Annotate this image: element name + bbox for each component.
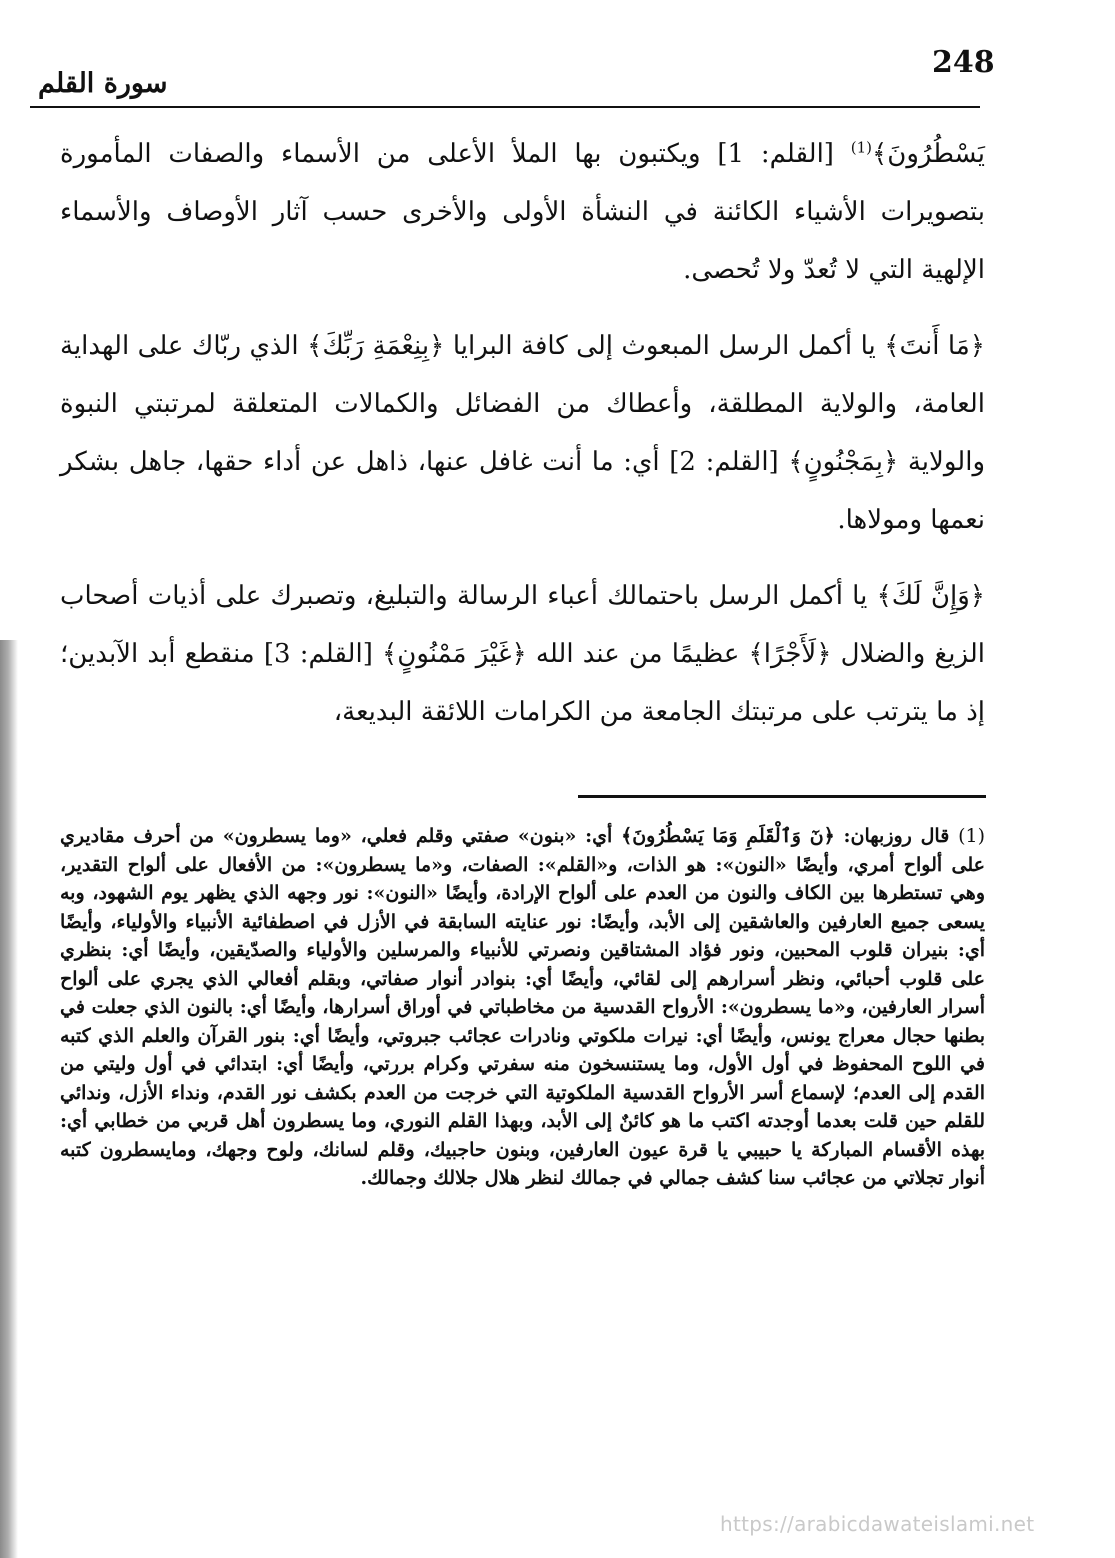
paragraph-1-text: يَسْطُرُونَ﴾$^{(1)}$ [القلم: 1] ويكتبون بها الملأ الأعلى من الأسماء والصفات المأمورة بتصويرات الأشياء الكائنة في النشأة الأولى والأخرى حسب آثار الأوصاف والأسماء الإلهية التي لا تُعدّ ولا تُحصى. [60, 138, 985, 285]
footnote-rule [578, 795, 986, 798]
footnote-marker: (1) [958, 825, 985, 847]
paragraph-1 [60, 118, 985, 299]
footnote-1 [60, 822, 985, 1193]
paragraph-2: ﴿مَا أَنتَ﴾ يا أكمل الرسل المبعوث إلى كافة البرايا ﴿بِنِعْمَةِ رَبِّكَ﴾ الذي ربّاك على الهداية العامة، والولاية المطلقة، وأعطاك من الفضائل والكمالات المتعلقة لمرتبتي النبوة والولاية ﴿بِمَجْنُونٍ﴾ [القلم: 2] أي: ما أنت غافل عنها، ذاهل عن أداء حقها، جاهل بشكر نعمها ومولاها. [60, 330, 985, 535]
page-edge-shadow [0, 640, 18, 1558]
header-rule [30, 106, 980, 108]
paragraph-3: ﴿وَإِنَّ لَكَ﴾ يا أكمل الرسل باحتمالك أعباء الرسالة والتبليغ، وتصبرك على أذيات أصحاب الزيغ والضلال ﴿لَأَجْرًا﴾ عظيمًا من عند الله ﴿غَيْرَ مَمْنُونٍ﴾ [القلم: 3] منقطع أبد الآبدين؛ إذ ما يترتب على مرتبتك الجامعة من الكرامات اللائقة البديعة، [60, 580, 985, 727]
watermark: https://arabicdawateislami.net [720, 1512, 1035, 1536]
surah-title: سورة القلم [38, 68, 168, 99]
footnote-text: قال روزبهان: ﴿نٓ وَٱلْقَلَمِ وَمَا يَسْطُرُونَ﴾ أي: «بنون» صفتي وقلم فعلي، «وما يسطرون» من أحرف مقاديري على ألواح أمري، وأيضًا «النون»: هو الذات، و«القلم»: الصفات، و«ما يسطرون»: من الأفعال على ألواح التقدير، وهي تستطرها بين الكاف والنون من العدم على ألواح الإرادة، وأيضًا «النون»: نور وجهه الذي يظهر يوم الشهود، وبه يسعى جميع العارفين والعاشقين إلى الأبد، وأيضًا: نور عنايته السابقة في الأزل في اصطفائية الأنبياء والأولياء، وأيضًا أي: بنيران قلوب المحبين، ونور فؤاد المشتاقين ونصرتي للأنبياء والمرسلين والأولياء والصدّيقين، وأيضًا أي: بنظري على قلوب أحبائي، ونظر أسرارهم إلى لقائي، وأيضًا أي: بنوادر أنوار صفاتي، وبقلم أفعالي الذي يجري على ألواح أسرار العارفين، و«ما يسطرون»: الأرواح القدسية من مخاطباتي في أوراق أسرارها، وأيضًا أي: بالنون الذي جعلت في بطنها حجال معراج يونس، وأيضًا أي: نيرات ملكوتي ونادرات عجائب جبروتي، وأيضًا أي: بنور القرآن والعلم الذي كتبه في اللوح المحفوظ في أول الأول، وما يستنسخون منه سفرتي وكرام بررتي، وأيضًا أي: ابتدائي في أول وليتي من القدم إلى العدم؛ لإسماع أسر الأرواح القدسية الملكوتية التي خرجت من العدم بكشف نور القدم، ونداء الأزل، وندائي للقلم حين قلت بعدما أوجدته اكتب ما هو كائنٌ إلى الأبد، وبهذا القلم النوري، وما يسطرون أهل قربي من خطابي أي: بهذه الأقسام المباركة يا حبيبي يا قرة عيون العارفين، وبنون حاجبيك، وقلم لسانك، ولوح وجهك، ومايسطرون كتبه أنوار تجلاتي من عجائب سنا كشف جمالي في جمالك لنظر هلال جلالك وجمالك. [60, 825, 985, 1189]
page-number: 248 [932, 45, 995, 80]
footnote-reference: (1) [850, 138, 872, 156]
main-text [60, 118, 985, 759]
